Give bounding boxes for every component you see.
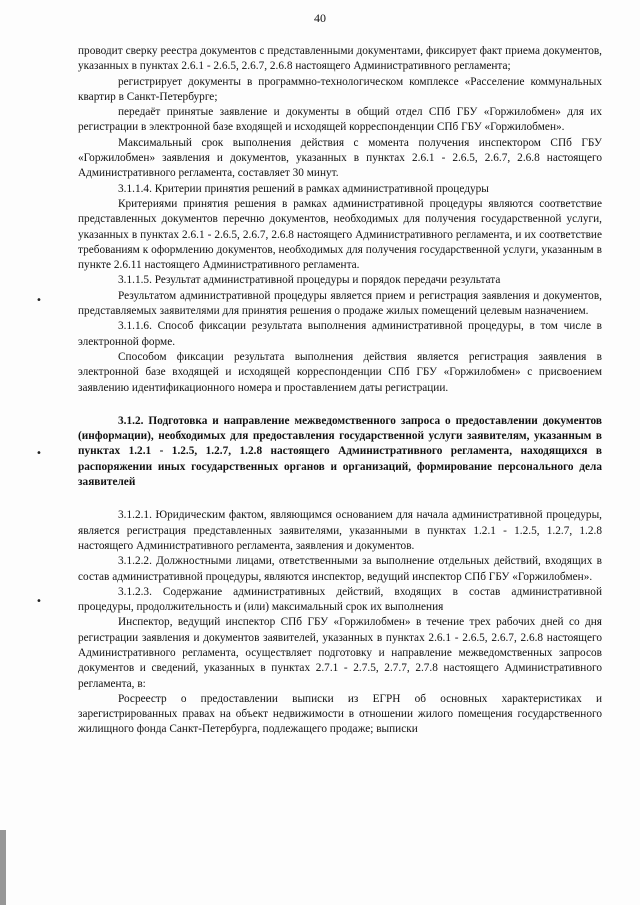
paragraph: Максимальный срок выполнения действия с момента получения инспектором СПб ГБУ «Горжилобмен» заявления и документов, указанных в пунктах 2.6.1 - 2.6.5, 2.6.7, 2.6.8 настоящего Административного регламента, составляет 30 минут. bbox=[78, 136, 602, 180]
paragraph: 3.1.2.2. Должностными лицами, ответственными за выполнение отдельных действий, входящих в состав административной процедуры, являются инспектор, ведущий инспектор СПб ГБУ «Горжилобмен». bbox=[78, 555, 602, 583]
document-body bbox=[78, 44, 602, 738]
paragraph: передаёт принятые заявление и документы в общий отдел СПб ГБУ «Горжилобмен» для их регистрации в электронной базе входящей и исходящей корреспонденции СПб ГБУ «Горжилобмен». bbox=[78, 106, 602, 134]
paragraph: проводит сверку реестра документов с представленными документами, фиксирует факт приема документов, указанных в пунктах 2.6.1 - 2.6.5, 2.6.7, 2.6.8 настоящего Административного регламента; bbox=[78, 45, 602, 73]
paragraph: Критериями принятия решения в рамках административной процедуры являются соответствие представленных документов перечню документов, необходимых для получения государственной услуги, указанных в пунктах 2.6.1 - 2.6.5, 2.6.7, 2.6.8 настоящего Административного регламента, и их соответствие требованиям к оформлению документов, необходимых для получения государственной услуги, указанным в пункте 2.6.11 настоящего Административного регламента. bbox=[78, 197, 602, 272]
paragraph: Росреестр о предоставлении выписки из ЕГРН об основных характеристиках и зарегистрированных правах на объект недвижимости в отношении жилого помещения государственного жилищного фонда Санкт-Петербурга, подлежащего продаже; выписки bbox=[78, 692, 602, 736]
margin-mark: • bbox=[36, 448, 42, 459]
margin-mark: • bbox=[36, 295, 42, 306]
margin-mark: • bbox=[36, 596, 42, 607]
paragraph: регистрирует документы в программно-технологическом комплексе «Расселение коммунальных квартир в Санкт-Петербурге; bbox=[78, 75, 602, 103]
paragraph: Инспектор, ведущий инспектор СПб ГБУ «Горжилобмен» в течение трех рабочих дней со дня регистрации заявления и документов заявителей, указанных в пунктах 2.6.1 - 2.6.5, 2.6.7, 2.6.8 настоящего Административного регламента, осуществляет подготовку и направление межведомственных запросов документов и сведений, указанных в пунктах 2.7.1 - 2.7.5, 2.7.7, 2.7.8 настоящего Административного регламента, в: bbox=[78, 616, 602, 690]
paragraph: Способом фиксации результата выполнения действия является регистрация заявления в электронной базе входящей и исходящей корреспонденции СПб ГБУ «Горжилобмен» с присвоением заявлению идентификационного номера и проставлением даты регистрации. bbox=[78, 350, 602, 394]
paragraph: Результатом административной процедуры является прием и регистрация заявления и документов, представляемых заявителями для принятия решения о продаже жилых помещений целевым назначением. bbox=[78, 289, 602, 318]
subsection-title: 3.1.1.6. Способ фиксации результата выполнения административной процедуры, в том числе в электронной форме. bbox=[78, 320, 602, 348]
subsection-title: 3.1.1.5. Результат административной процедуры и порядок передачи результата bbox=[118, 274, 501, 287]
page-number: 40 bbox=[314, 11, 326, 25]
paragraph: 3.1.2.1. Юридическим фактом, являющимся основанием для начала административной процедуры, является регистрация представленных заявителями, указанными в пунктах 1.2.1 - 1.2.5, 1.2.7, 1.2.8 настоящего Административного регламента, заявления и документов. bbox=[78, 509, 602, 552]
scan-edge-shadow bbox=[0, 830, 6, 905]
section-heading: 3.1.2. Подготовка и направление межведомственного запроса о предоставлении документов (информации), необходимых для предоставления государственной услуги заявителям, указанным в пунктах 1.2.1 - 1.2.5, 1.2.7, 1.2.8 настоящего Административного регламента, находящихся в распоряжении иных государственных органов и организаций, формирование персонального дела заявителей bbox=[78, 414, 602, 489]
subsection-title: 3.1.2.3. Содержание административных действий, входящих в состав административной процедуры, продолжительность и (или) максимальный срок их выполнения bbox=[78, 585, 602, 614]
subsection-title: 3.1.1.4. Критерии принятия решений в рамках административной процедуры bbox=[118, 182, 489, 195]
